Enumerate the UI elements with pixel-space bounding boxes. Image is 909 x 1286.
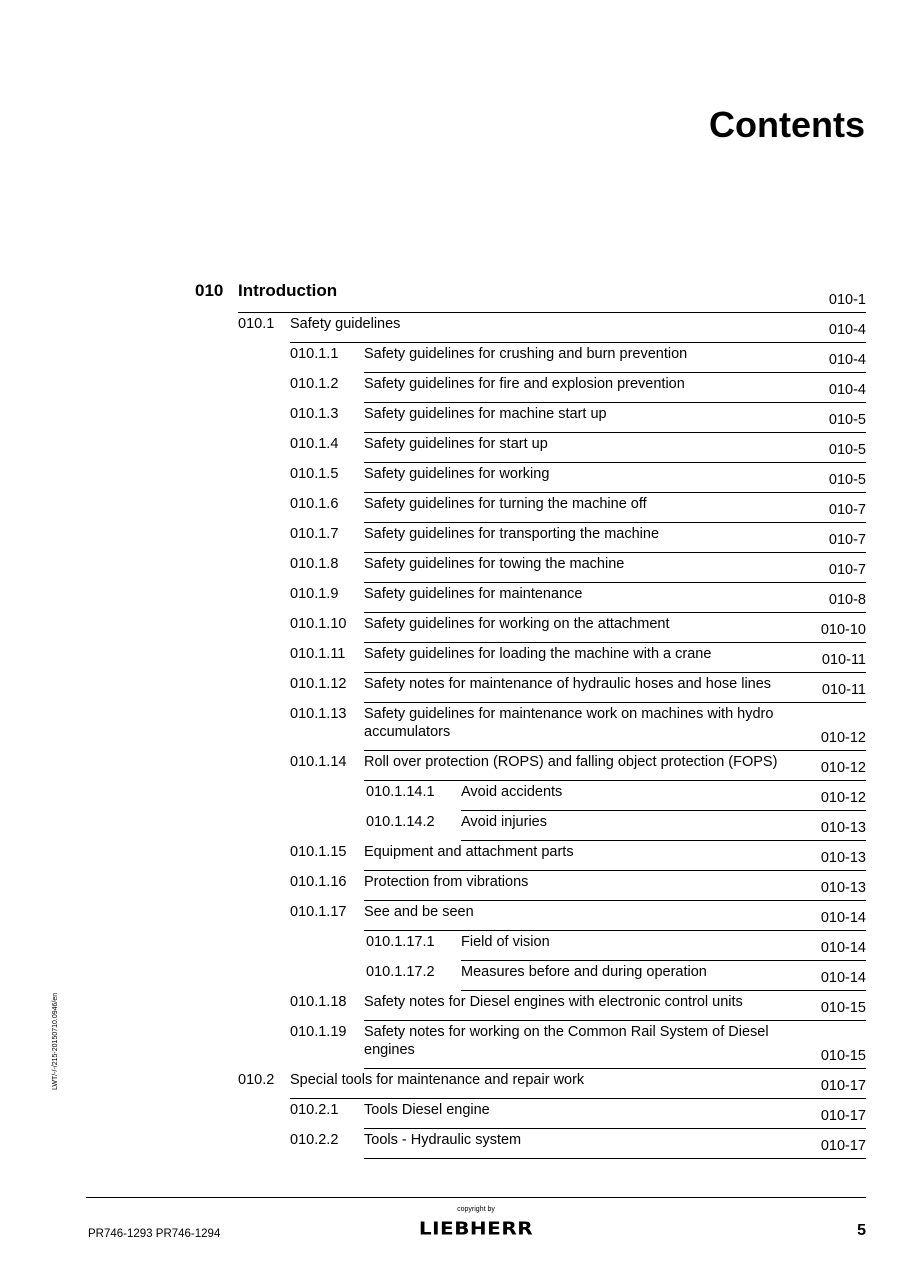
toc-entry-number: 010.1.6 xyxy=(290,496,339,512)
toc-entry[interactable] xyxy=(0,582,909,612)
toc-entry-page: 010-17 xyxy=(820,1078,866,1094)
toc-entry-number: 010.1.1 xyxy=(290,346,339,362)
toc-entry-number: 010.1.8 xyxy=(290,556,339,572)
toc-entry-page: 010-14 xyxy=(820,910,866,926)
toc-entry-title: Field of vision xyxy=(461,934,550,950)
toc-entry-number: 010.1.17.1 xyxy=(366,934,435,950)
toc-entry-number: 010.2.2 xyxy=(290,1132,339,1148)
toc-entry-title: Measures before and during operation xyxy=(461,964,707,980)
toc-entry-number: 010.1.16 xyxy=(290,874,347,890)
toc-entry[interactable] xyxy=(0,930,909,960)
toc-chapter[interactable] xyxy=(0,282,909,312)
toc-entry[interactable] xyxy=(0,1098,909,1128)
toc-entry-title: Roll over protection (ROPS) and falling object protection (FOPS) xyxy=(364,754,778,770)
toc-entry-title: Safety guidelines for crushing and burn prevention xyxy=(364,346,688,362)
toc-entry[interactable] xyxy=(0,900,909,930)
toc-entry[interactable] xyxy=(0,552,909,582)
toc-entry-page: 010-12 xyxy=(820,730,866,746)
toc-entry[interactable] xyxy=(0,522,909,552)
toc-entry-page: 010-7 xyxy=(828,502,866,518)
toc-entry-page: 010-5 xyxy=(828,442,866,458)
toc-entry-rule xyxy=(364,1158,866,1159)
toc-entry-number: 010.1.11 xyxy=(290,646,346,662)
toc-entry[interactable] xyxy=(0,870,909,900)
toc-entry-title: Special tools for maintenance and repair work xyxy=(290,1072,585,1088)
toc-entry-number: 010.1.14.2 xyxy=(366,814,435,830)
toc-entry-number: 010.1.17 xyxy=(290,904,347,920)
toc-entry-number: 010.1.18 xyxy=(290,994,347,1010)
toc-entry-number: 010.2.1 xyxy=(290,1102,339,1118)
toc-entry-title: Safety guidelines for transporting the machine xyxy=(364,526,660,542)
copyright-note: copyright by xyxy=(457,1206,495,1213)
toc-entry-title: Safety guidelines for machine start up xyxy=(364,406,607,422)
toc-entry-title: Safety guidelines for maintenance xyxy=(364,586,583,602)
toc-entry-page: 010-17 xyxy=(820,1138,866,1154)
toc-entry-page: 010-12 xyxy=(820,760,866,776)
toc-entry-number: 010.2 xyxy=(238,1072,275,1088)
toc-entry-title: Safety guidelines for towing the machine xyxy=(364,556,625,572)
toc-entry[interactable] xyxy=(0,432,909,462)
toc-entry-title: Introduction xyxy=(238,281,338,300)
toc-entry-page: 010-4 xyxy=(828,322,866,338)
toc-entry-title: Safety guidelines xyxy=(290,316,401,332)
toc-entry[interactable] xyxy=(0,492,909,522)
toc-entry-title: Safety guidelines for loading the machine with a crane xyxy=(364,646,712,662)
toc-entry[interactable] xyxy=(0,1020,909,1068)
toc-entry-title-continued: engines xyxy=(364,1042,415,1058)
toc-entry-page: 010-11 xyxy=(821,652,866,668)
toc-entry[interactable] xyxy=(0,462,909,492)
toc-entry-title: Safety guidelines for start up xyxy=(364,436,548,452)
toc-entry[interactable] xyxy=(0,642,909,672)
toc-entry[interactable] xyxy=(0,372,909,402)
toc-entry-title: Safety guidelines for maintenance work on machines with hydro xyxy=(364,706,774,722)
toc-entry-title: Avoid accidents xyxy=(461,784,563,800)
toc-entry-number: 010.1.14 xyxy=(290,754,347,770)
toc-entry-title: Avoid injuries xyxy=(461,814,547,830)
toc-entry[interactable] xyxy=(0,990,909,1020)
liebherr-logo: LIEBHERR xyxy=(418,1217,534,1239)
toc-entry-number: 010.1 xyxy=(238,316,275,332)
page-number: 5 xyxy=(857,1222,866,1239)
toc-entry-title: Protection from vibrations xyxy=(364,874,529,890)
toc-entry-page: 010-17 xyxy=(820,1108,866,1124)
toc-entry-number: 010.1.15 xyxy=(290,844,347,860)
toc-entry[interactable] xyxy=(0,672,909,702)
toc-entry[interactable] xyxy=(0,780,909,810)
toc-entry-page: 010-1 xyxy=(828,292,866,308)
toc-entry-page: 010-5 xyxy=(828,472,866,488)
toc-entry-page: 010-4 xyxy=(828,352,866,368)
toc-entry[interactable] xyxy=(0,1128,909,1158)
toc-entry-number: 010.1.13 xyxy=(290,706,347,722)
toc-entry-page: 010-14 xyxy=(820,940,866,956)
toc-entry-page: 010-12 xyxy=(820,790,866,806)
page-title: Contents xyxy=(709,104,865,145)
document-code: LWT/-/-/215-20150710.0946/en xyxy=(52,992,59,1090)
toc-entry-title: Safety guidelines for turning the machine off xyxy=(364,496,647,512)
toc-entry-page: 010-13 xyxy=(820,880,866,896)
toc-entry-page: 010-5 xyxy=(828,412,866,428)
toc-entry-number: 010.1.10 xyxy=(290,616,347,632)
toc-entry-title: See and be seen xyxy=(364,904,474,920)
toc-entry-number: 010.1.2 xyxy=(290,376,339,392)
toc-entry-number: 010.1.9 xyxy=(290,586,339,602)
toc-entry[interactable] xyxy=(0,750,909,780)
toc-entry-number: 010.1.7 xyxy=(290,526,339,542)
toc-entry-title: Safety notes for working on the Common Rail System of Diesel xyxy=(364,1024,769,1040)
footer-divider xyxy=(86,1197,866,1198)
toc-entry-page: 010-15 xyxy=(820,1000,866,1016)
toc-entry-title: Tools Diesel engine xyxy=(364,1102,490,1118)
toc-entry-title-continued: accumulators xyxy=(364,724,451,740)
toc-entry-number: 010.1.3 xyxy=(290,406,339,422)
toc-entry-number: 010.1.5 xyxy=(290,466,339,482)
toc-entry-page: 010-7 xyxy=(828,562,866,578)
toc-entry-number: 010 xyxy=(195,281,224,300)
toc-entry[interactable] xyxy=(0,702,909,750)
toc-entry[interactable] xyxy=(0,960,909,990)
toc-entry-page: 010-14 xyxy=(820,970,866,986)
toc-entry-number: 010.1.12 xyxy=(290,676,347,692)
toc-entry-page: 010-15 xyxy=(820,1048,866,1064)
toc-entry-number: 010.1.17.2 xyxy=(366,964,435,980)
toc-entry-page: 010-8 xyxy=(828,592,866,608)
toc-entry-page: 010-13 xyxy=(820,850,866,866)
footer-model-numbers: PR746-1293 PR746-1294 xyxy=(88,1228,221,1240)
toc-entry[interactable] xyxy=(0,810,909,840)
toc-entry[interactable] xyxy=(0,840,909,870)
toc-entry-title: Safety notes for Diesel engines with electronic control units xyxy=(364,994,743,1010)
toc-entry-title: Safety guidelines for working on the attachment xyxy=(364,616,670,632)
toc-entry-page: 010-7 xyxy=(828,532,866,548)
toc-entry-title: Safety guidelines for fire and explosion prevention xyxy=(364,376,685,392)
toc-entry-page: 010-11 xyxy=(821,682,866,698)
toc-entry-title: Safety notes for maintenance of hydraulic hoses and hose lines xyxy=(364,676,772,692)
toc-entry-number: 010.1.14.1 xyxy=(366,784,435,800)
toc-entry-page: 010-13 xyxy=(820,820,866,836)
toc-entry-title: Safety guidelines for working xyxy=(364,466,550,482)
toc-entry-page: 010-4 xyxy=(828,382,866,398)
toc-entry-title: Equipment and attachment parts xyxy=(364,844,574,860)
toc-entry[interactable] xyxy=(0,612,909,642)
toc-entry-number: 010.1.4 xyxy=(290,436,339,452)
toc-entry[interactable] xyxy=(0,1068,909,1098)
toc-entry-title: Tools - Hydraulic system xyxy=(364,1132,522,1148)
toc-entry[interactable] xyxy=(0,342,909,372)
toc-entry[interactable] xyxy=(0,312,909,342)
toc-entry[interactable] xyxy=(0,402,909,432)
toc-entry-page: 010-10 xyxy=(820,622,866,638)
toc-entry-number: 010.1.19 xyxy=(290,1024,347,1040)
